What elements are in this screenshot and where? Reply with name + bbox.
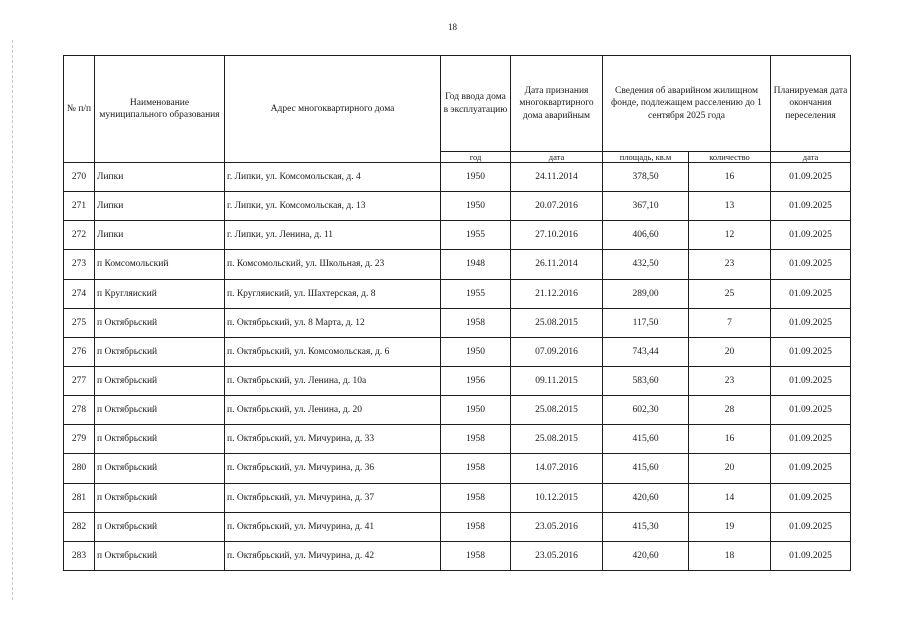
cell-municipality: п Октябрьский bbox=[95, 425, 225, 454]
cell-address: п. Октябрьский, ул. Ленина, д. 10а bbox=[225, 366, 441, 395]
cell-address: г. Липки, ул. Комсомольская, д. 4 bbox=[225, 163, 441, 192]
cell-area: 406,60 bbox=[603, 221, 689, 250]
cell-area: 415,60 bbox=[603, 454, 689, 483]
cell-end-date: 01.09.2025 bbox=[771, 250, 851, 279]
cell-count: 7 bbox=[689, 308, 771, 337]
cell-end-date: 01.09.2025 bbox=[771, 512, 851, 541]
cell-municipality: Липки bbox=[95, 221, 225, 250]
table-row bbox=[64, 512, 851, 541]
cell-area: 602,30 bbox=[603, 396, 689, 425]
cell-end-date: 01.09.2025 bbox=[771, 308, 851, 337]
cell-end-date: 01.09.2025 bbox=[771, 337, 851, 366]
cell-recognized-date: 10.12.2015 bbox=[511, 483, 603, 512]
cell-count: 23 bbox=[689, 366, 771, 395]
cell-area: 432,50 bbox=[603, 250, 689, 279]
cell-municipality: Липки bbox=[95, 163, 225, 192]
cell-area: 743,44 bbox=[603, 337, 689, 366]
cell-num: 280 bbox=[64, 454, 95, 483]
table-row bbox=[64, 366, 851, 395]
table-row bbox=[64, 279, 851, 308]
cell-num: 283 bbox=[64, 541, 95, 570]
table-row bbox=[64, 396, 851, 425]
cell-address: п. Кругляиский, ул. Шахтерская, д. 8 bbox=[225, 279, 441, 308]
cell-num: 271 bbox=[64, 192, 95, 221]
unit-year: год bbox=[441, 152, 511, 163]
cell-recognized-date: 26.11.2014 bbox=[511, 250, 603, 279]
cell-address: п. Октябрьский, ул. Мичурина, д. 36 bbox=[225, 454, 441, 483]
cell-year: 1955 bbox=[441, 221, 511, 250]
table-row bbox=[64, 163, 851, 192]
cell-year: 1958 bbox=[441, 512, 511, 541]
cell-recognized-date: 14.07.2016 bbox=[511, 454, 603, 483]
cell-municipality: Липки bbox=[95, 192, 225, 221]
cell-count: 19 bbox=[689, 512, 771, 541]
header-address: Адрес многоквартирного дома bbox=[225, 56, 441, 163]
table-row bbox=[64, 250, 851, 279]
header-year: Год ввода дома в эксплуатацию bbox=[441, 56, 511, 152]
cell-municipality: п Октябрьский bbox=[95, 337, 225, 366]
cell-area: 420,60 bbox=[603, 483, 689, 512]
cell-area: 367,10 bbox=[603, 192, 689, 221]
cell-end-date: 01.09.2025 bbox=[771, 366, 851, 395]
cell-municipality: п Комсомольский bbox=[95, 250, 225, 279]
cell-year: 1955 bbox=[441, 279, 511, 308]
cell-count: 18 bbox=[689, 541, 771, 570]
cell-count: 28 bbox=[689, 396, 771, 425]
cell-area: 378,50 bbox=[603, 163, 689, 192]
cell-end-date: 01.09.2025 bbox=[771, 192, 851, 221]
table-row bbox=[64, 425, 851, 454]
cell-recognized-date: 25.08.2015 bbox=[511, 308, 603, 337]
header-num: № п/п bbox=[64, 56, 95, 163]
cell-year: 1950 bbox=[441, 192, 511, 221]
cell-address: п. Комсомольский, ул. Школьная, д. 23 bbox=[225, 250, 441, 279]
cell-recognized-date: 21.12.2016 bbox=[511, 279, 603, 308]
cell-municipality: п Октябрьский bbox=[95, 483, 225, 512]
cell-count: 16 bbox=[689, 425, 771, 454]
cell-municipality: п Октябрьский bbox=[95, 512, 225, 541]
cell-count: 20 bbox=[689, 337, 771, 366]
table-row bbox=[64, 483, 851, 512]
cell-address: п. Октябрьский, ул. Мичурина, д. 33 bbox=[225, 425, 441, 454]
cell-recognized-date: 25.08.2015 bbox=[511, 425, 603, 454]
cell-recognized-date: 20.07.2016 bbox=[511, 192, 603, 221]
cell-recognized-date: 24.11.2014 bbox=[511, 163, 603, 192]
cell-address: п. Октябрьский, ул. 8 Марта, д. 12 bbox=[225, 308, 441, 337]
cell-year: 1958 bbox=[441, 483, 511, 512]
table-row bbox=[64, 541, 851, 570]
cell-recognized-date: 23.05.2016 bbox=[511, 541, 603, 570]
cell-count: 16 bbox=[689, 163, 771, 192]
cell-municipality: п Октябрьский bbox=[95, 366, 225, 395]
cell-recognized-date: 23.05.2016 bbox=[511, 512, 603, 541]
header-info: Сведения об аварийном жилищном фонде, подлежащем расселению до 1 сентября 2025 года bbox=[603, 56, 771, 152]
cell-recognized-date: 09.11.2015 bbox=[511, 366, 603, 395]
cell-end-date: 01.09.2025 bbox=[771, 163, 851, 192]
cell-num: 274 bbox=[64, 279, 95, 308]
header-planned: Планируемая дата окончания переселения bbox=[771, 56, 851, 152]
cell-count: 25 bbox=[689, 279, 771, 308]
cell-recognized-date: 27.10.2016 bbox=[511, 221, 603, 250]
unit-end: дата bbox=[771, 152, 851, 163]
cell-year: 1950 bbox=[441, 163, 511, 192]
cell-count: 20 bbox=[689, 454, 771, 483]
cell-address: г. Липки, ул. Комсомольская, д. 13 bbox=[225, 192, 441, 221]
cell-num: 272 bbox=[64, 221, 95, 250]
cell-num: 277 bbox=[64, 366, 95, 395]
cell-year: 1958 bbox=[441, 454, 511, 483]
cell-year: 1958 bbox=[441, 308, 511, 337]
cell-address: п. Октябрьский, ул. Мичурина, д. 41 bbox=[225, 512, 441, 541]
header-recognized: Дата признания многоквартирного дома аварийным bbox=[511, 56, 603, 152]
table-row bbox=[64, 308, 851, 337]
cell-end-date: 01.09.2025 bbox=[771, 541, 851, 570]
unit-count: количество bbox=[689, 152, 771, 163]
cell-municipality: п Октябрьский bbox=[95, 454, 225, 483]
cell-area: 583,60 bbox=[603, 366, 689, 395]
cell-num: 275 bbox=[64, 308, 95, 337]
cell-end-date: 01.09.2025 bbox=[771, 425, 851, 454]
housing-registry-table bbox=[63, 55, 851, 571]
cell-year: 1950 bbox=[441, 337, 511, 366]
unit-recognized: дата bbox=[511, 152, 603, 163]
cell-count: 23 bbox=[689, 250, 771, 279]
cell-num: 282 bbox=[64, 512, 95, 541]
table-row bbox=[64, 454, 851, 483]
cell-year: 1958 bbox=[441, 541, 511, 570]
cell-area: 415,60 bbox=[603, 425, 689, 454]
cell-recognized-date: 07.09.2016 bbox=[511, 337, 603, 366]
cell-count: 13 bbox=[689, 192, 771, 221]
cell-year: 1956 bbox=[441, 366, 511, 395]
table-row bbox=[64, 192, 851, 221]
cell-municipality: п Кругляиский bbox=[95, 279, 225, 308]
cell-end-date: 01.09.2025 bbox=[771, 396, 851, 425]
cell-area: 415,30 bbox=[603, 512, 689, 541]
cell-address: п. Октябрьский, ул. Мичурина, д. 42 bbox=[225, 541, 441, 570]
cell-address: п. Октябрьский, ул. Ленина, д. 20 bbox=[225, 396, 441, 425]
cell-num: 273 bbox=[64, 250, 95, 279]
cell-address: г. Липки, ул. Ленина, д. 11 bbox=[225, 221, 441, 250]
cell-address: п. Октябрьский, ул. Комсомольская, д. 6 bbox=[225, 337, 441, 366]
page-number: 18 bbox=[448, 22, 457, 32]
cell-municipality: п Октябрьский bbox=[95, 541, 225, 570]
table-row bbox=[64, 221, 851, 250]
cell-count: 14 bbox=[689, 483, 771, 512]
cell-area: 420,60 bbox=[603, 541, 689, 570]
cell-area: 117,50 bbox=[603, 308, 689, 337]
cell-end-date: 01.09.2025 bbox=[771, 221, 851, 250]
cell-municipality: п Октябрьский bbox=[95, 396, 225, 425]
cell-year: 1950 bbox=[441, 396, 511, 425]
cell-num: 279 bbox=[64, 425, 95, 454]
cell-year: 1948 bbox=[441, 250, 511, 279]
cell-end-date: 01.09.2025 bbox=[771, 483, 851, 512]
cell-recognized-date: 25.08.2015 bbox=[511, 396, 603, 425]
cell-municipality: п Октябрьский bbox=[95, 308, 225, 337]
cell-address: п. Октябрьский, ул. Мичурина, д. 37 bbox=[225, 483, 441, 512]
cell-area: 289,00 bbox=[603, 279, 689, 308]
cell-end-date: 01.09.2025 bbox=[771, 279, 851, 308]
cell-num: 278 bbox=[64, 396, 95, 425]
cell-num: 270 bbox=[64, 163, 95, 192]
cell-num: 281 bbox=[64, 483, 95, 512]
unit-area: площадь, кв.м bbox=[603, 152, 689, 163]
cell-num: 276 bbox=[64, 337, 95, 366]
binding-margin-marks bbox=[12, 40, 15, 600]
table-row bbox=[64, 337, 851, 366]
cell-count: 12 bbox=[689, 221, 771, 250]
cell-year: 1958 bbox=[441, 425, 511, 454]
header-municipality: Наименование муниципального образования bbox=[95, 56, 225, 163]
cell-end-date: 01.09.2025 bbox=[771, 454, 851, 483]
